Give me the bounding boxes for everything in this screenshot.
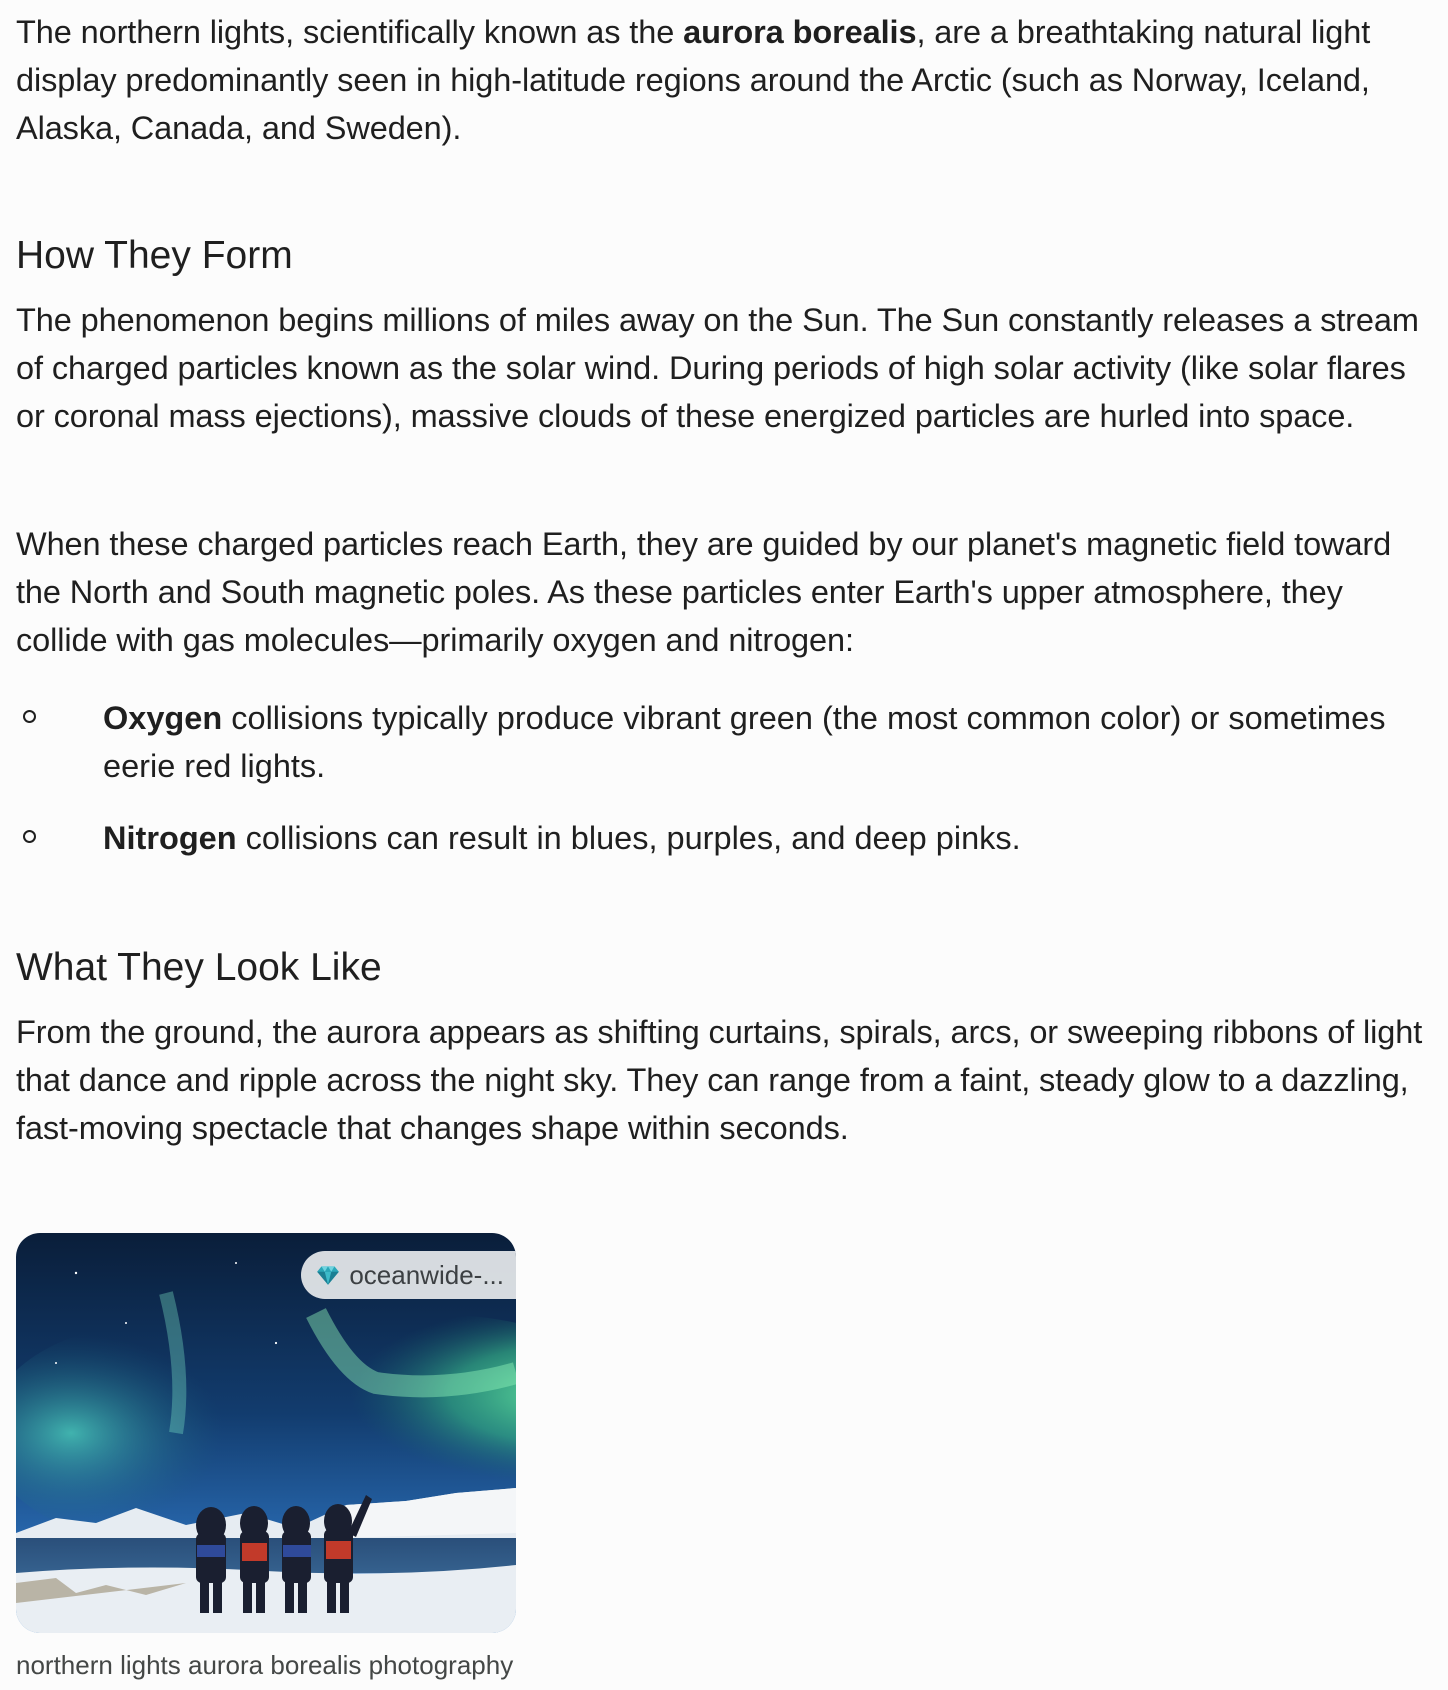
hollow-bullet-icon <box>23 710 36 723</box>
gem-icon <box>315 1262 341 1288</box>
section-heading-what-they-look-like: What They Look Like <box>16 946 382 989</box>
form-paragraph-1: The phenomenon begins millions of miles away on the Sun. The Sun constantly releases a stream of charged particles known as the solar wind. During periods of high solar activity (like solar flares or coronal mass ejections), massive clouds of these energized particles are hurled into space. <box>16 302 1419 434</box>
list-item-oxygen: Oxygen collisions typically produce vibrant green (the most common color) or sometimes eerie red lights. <box>16 694 1436 790</box>
intro-paragraph: The northern lights, scientifically known as the aurora borealis, are a breathtaking natural light display predominantly seen in high-latitude regions around the Arctic (such as Norway, Iceland, Alaska, Canada, and Sweden). <box>16 14 1371 146</box>
intro-bold-term: aurora borealis <box>683 14 917 50</box>
form-paragraph-2: When these charged particles reach Earth, they are guided by our planet's magnetic field toward the North and South magnetic poles. As these particles enter Earth's upper atmosphere, they collide with gas molecules—primarily oxygen and nitrogen: <box>16 526 1392 658</box>
list-item-nitrogen: Nitrogen collisions can result in blues, purples, and deep pinks. <box>16 814 1436 862</box>
look-paragraph: From the ground, the aurora appears as shifting curtains, spirals, arcs, or sweeping ribbons of light that dance and ripple across the night sky. They can range from a faint, steady glow to a dazzling, fast-moving spectacle that changes shape within seconds. <box>16 1014 1423 1146</box>
aurora-image-card[interactable] <box>16 1233 516 1633</box>
hollow-bullet-icon <box>23 830 36 843</box>
image-caption[interactable]: northern lights aurora borealis photography <box>16 1650 514 1680</box>
image-source-chip[interactable] <box>301 1251 516 1299</box>
gas-color-list <box>16 694 1436 886</box>
section-heading-how-they-form: How They Form <box>16 234 293 277</box>
image-source-label: oceanwide-... <box>349 1259 504 1290</box>
